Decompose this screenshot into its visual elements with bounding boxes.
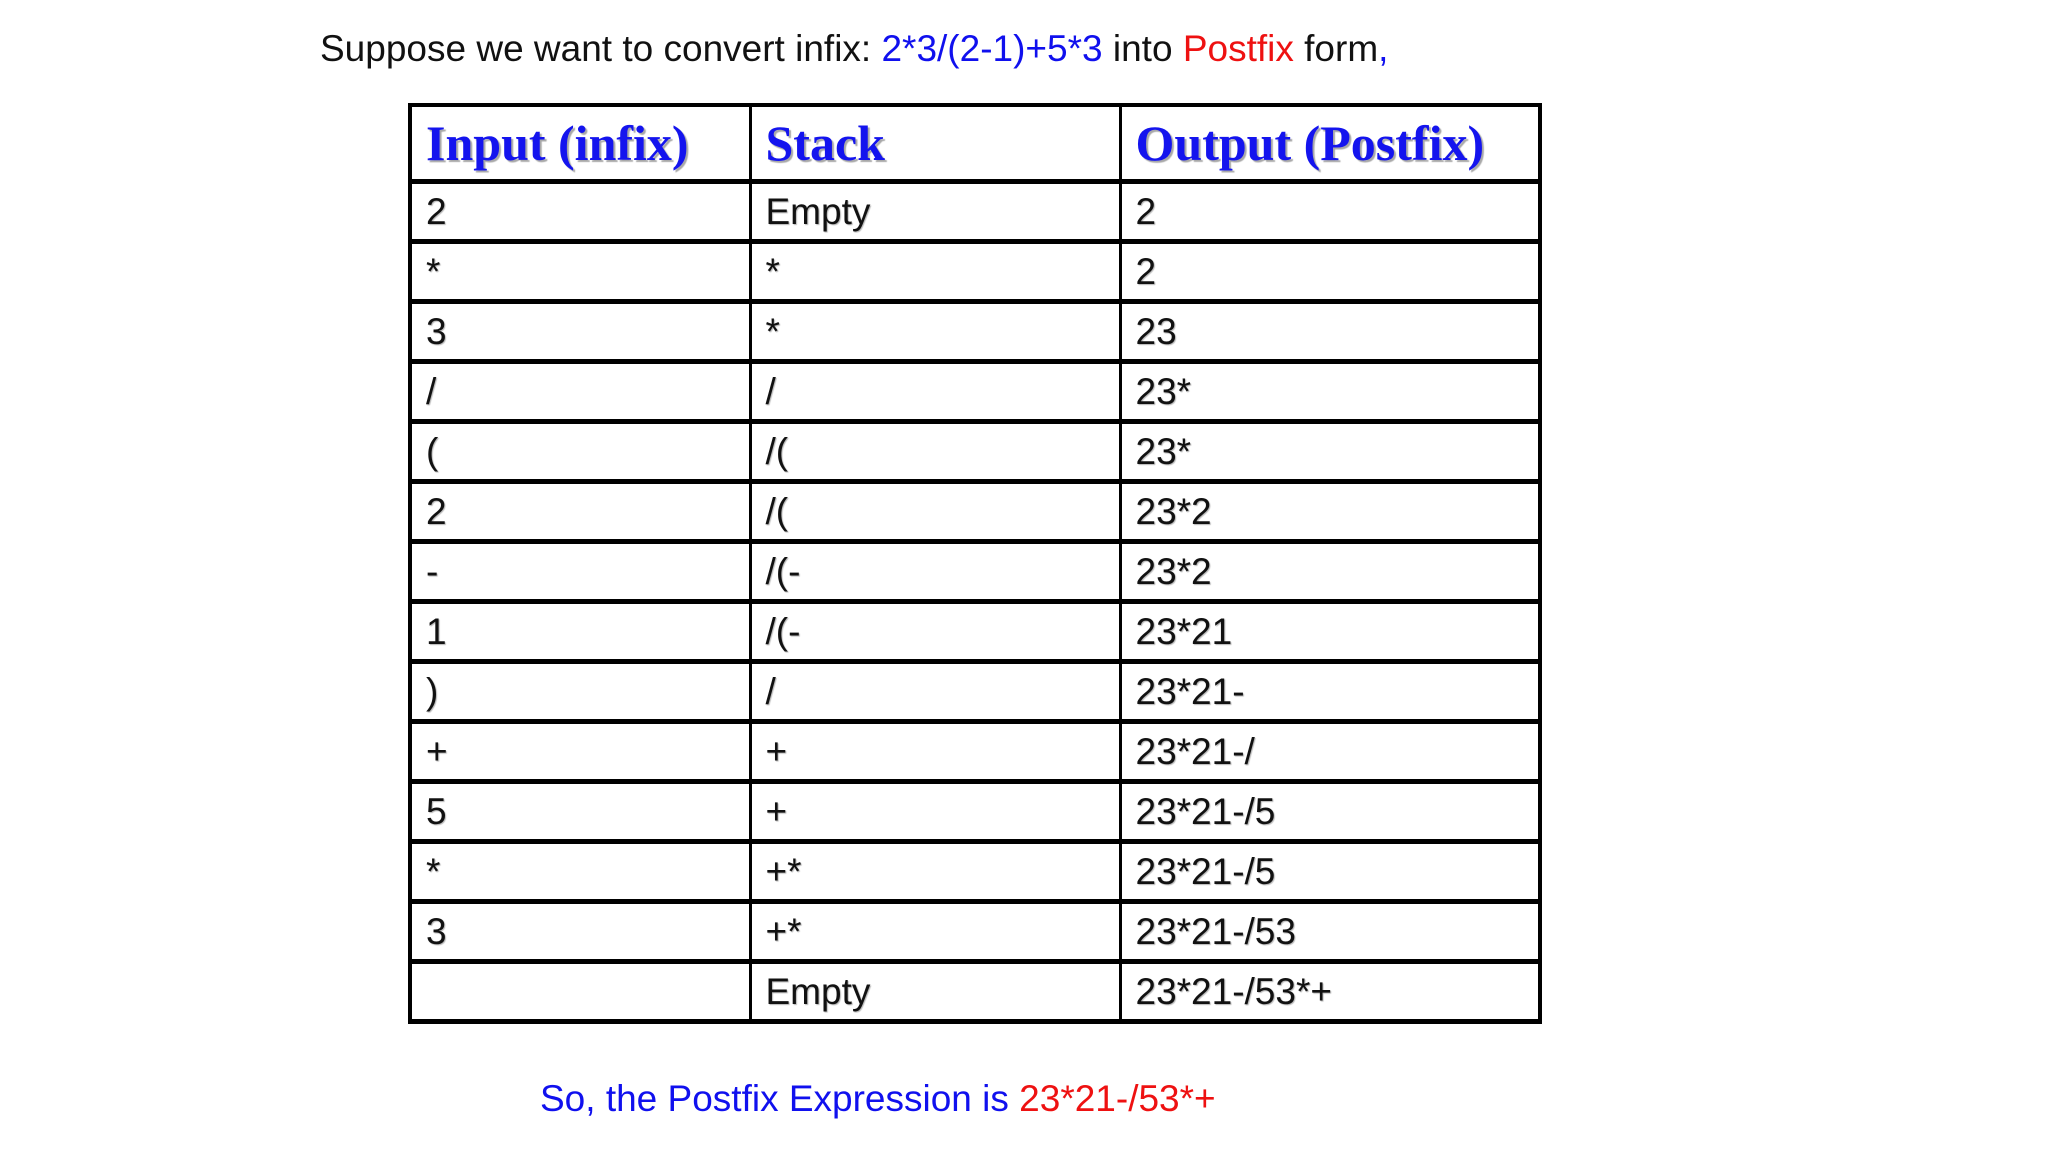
stack-cell: +* [750, 842, 1120, 902]
stack-cell: * [750, 302, 1120, 362]
input-cell: 2 [410, 182, 750, 242]
input-cell: ( [410, 422, 750, 482]
output-cell: 23*21 [1120, 602, 1540, 662]
output-cell: 23*2 [1120, 542, 1540, 602]
stack-cell: +* [750, 902, 1120, 962]
stack-cell: /(- [750, 542, 1120, 602]
output-cell: 23*21-/ [1120, 722, 1540, 782]
input-cell: 1 [410, 602, 750, 662]
input-cell: 3 [410, 902, 750, 962]
stack-cell: + [750, 782, 1120, 842]
table-row [410, 602, 1540, 662]
output-cell: 23* [1120, 422, 1540, 482]
output-cell: 23 [1120, 302, 1540, 362]
stack-cell: / [750, 662, 1120, 722]
input-cell: + [410, 722, 750, 782]
output-cell: 2 [1120, 242, 1540, 302]
input-cell: 2 [410, 482, 750, 542]
table-row [410, 542, 1540, 602]
table-row [410, 182, 1540, 242]
conversion-table [408, 103, 1542, 1024]
input-cell: * [410, 842, 750, 902]
table-row [410, 782, 1540, 842]
input-cell [410, 962, 750, 1022]
input-cell: 3 [410, 302, 750, 362]
table-row [410, 362, 1540, 422]
stack-cell: + [750, 722, 1120, 782]
output-cell: 2 [1120, 182, 1540, 242]
postfix-result: 23*21-/53*+ [1019, 1078, 1216, 1119]
table-row [410, 902, 1540, 962]
output-cell: 23*21-/5 [1120, 782, 1540, 842]
conclusion-prefix: So, the Postfix Expression is [540, 1078, 1020, 1119]
input-cell: 5 [410, 782, 750, 842]
table-row [410, 842, 1540, 902]
table-row [410, 422, 1540, 482]
header-stack: Stack [750, 105, 1120, 182]
header-output: Output (Postfix) [1120, 105, 1540, 182]
input-cell: * [410, 242, 750, 302]
postfix-word: Postfix [1182, 28, 1294, 69]
stack-cell: Empty [750, 962, 1120, 1022]
input-cell: / [410, 362, 750, 422]
output-cell: 23*2 [1120, 482, 1540, 542]
intro-comma: , [1378, 28, 1389, 69]
header-input: Input (infix) [410, 105, 750, 182]
table-row [410, 662, 1540, 722]
intro-suffix: form [1293, 28, 1379, 69]
infix-expression: 2*3/(2-1)+5*3 [881, 28, 1103, 69]
stack-cell: / [750, 362, 1120, 422]
output-cell: 23*21-/53 [1120, 902, 1540, 962]
input-cell: - [410, 542, 750, 602]
stack-cell: /( [750, 482, 1120, 542]
output-cell: 23*21-/5 [1120, 842, 1540, 902]
table-row [410, 242, 1540, 302]
output-cell: 23*21- [1120, 662, 1540, 722]
stack-cell: /( [750, 422, 1120, 482]
table-row [410, 302, 1540, 362]
stack-cell: Empty [750, 182, 1120, 242]
table-header-row [410, 105, 1540, 182]
intro-prefix: Suppose we want to convert infix: [320, 28, 882, 69]
conclusion-sentence [540, 1078, 1216, 1120]
table-row [410, 482, 1540, 542]
input-cell: ) [410, 662, 750, 722]
table-row [410, 722, 1540, 782]
table-body [410, 182, 1540, 1022]
output-cell: 23*21-/53*+ [1120, 962, 1540, 1022]
intro-sentence [320, 28, 1388, 70]
output-cell: 23* [1120, 362, 1540, 422]
intro-middle: into [1102, 28, 1183, 69]
stack-cell: * [750, 242, 1120, 302]
stack-cell: /(- [750, 602, 1120, 662]
conversion-table-wrapper [408, 103, 1538, 1065]
table-row [410, 962, 1540, 1022]
